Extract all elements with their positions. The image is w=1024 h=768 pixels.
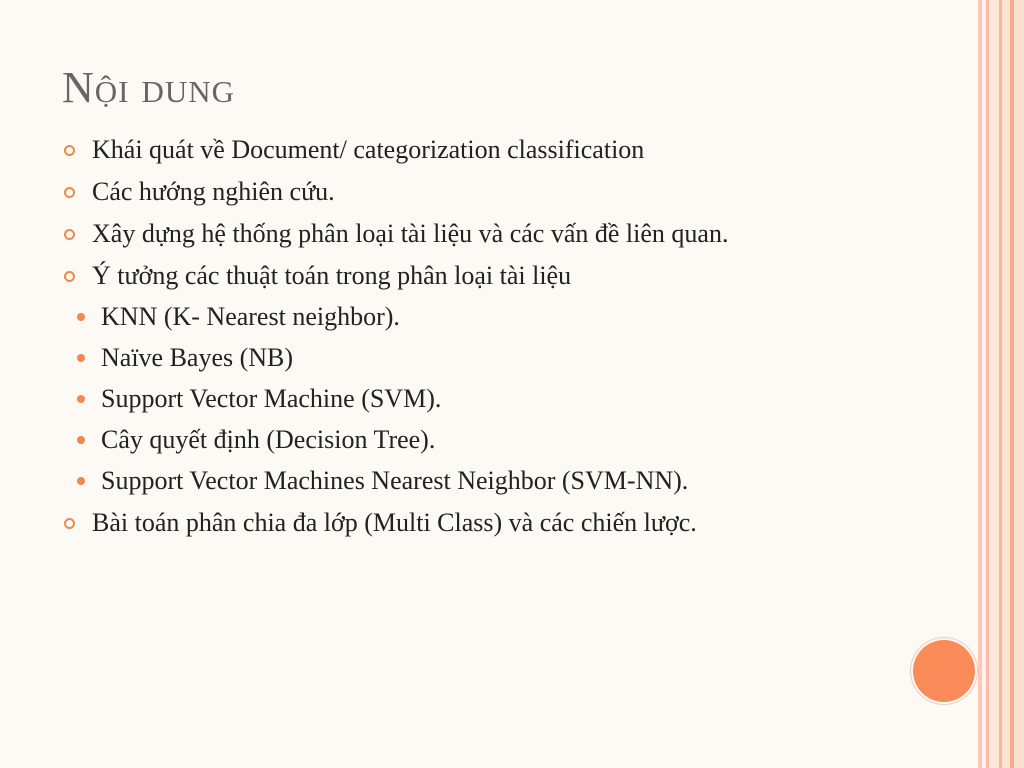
bullet-text: Xây dựng hệ thống phân loại tài liệu và các vấn đề liên quan. bbox=[92, 219, 729, 248]
sub-bullet-text: KNN (K- Nearest neighbor). bbox=[101, 302, 400, 331]
sub-bullet-item bbox=[60, 300, 868, 333]
bullet-dot-icon bbox=[77, 354, 85, 362]
sub-bullet-text: Support Vector Machines Nearest Neighbor (SVM-NN). bbox=[101, 466, 689, 495]
stripe bbox=[989, 0, 999, 768]
bullet-text: Ý tưởng các thuật toán trong phân loại tài liệu bbox=[92, 261, 572, 290]
slide-title: Nội dung bbox=[62, 63, 236, 112]
bullet-item bbox=[60, 259, 900, 497]
bullet-item bbox=[60, 175, 900, 208]
bullet-text: Các hướng nghiên cứu. bbox=[92, 177, 335, 206]
bullet-dot-icon bbox=[77, 436, 85, 444]
sub-bullet-item bbox=[60, 464, 868, 497]
sub-bullet-item bbox=[60, 341, 868, 374]
decorative-circle-icon bbox=[913, 640, 975, 702]
bullet-text: Khái quát về Document/ categorization classification bbox=[92, 135, 645, 164]
bullet-dot-icon bbox=[77, 477, 85, 485]
bullet-item bbox=[60, 506, 900, 539]
stripe bbox=[1014, 0, 1024, 768]
bullet-ring-icon bbox=[64, 271, 75, 282]
bullet-item bbox=[60, 133, 900, 166]
sub-bullet-item bbox=[60, 382, 868, 415]
sub-bullet-item bbox=[60, 423, 868, 456]
decorative-stripes bbox=[978, 0, 1024, 768]
bullet-dot-icon bbox=[77, 313, 85, 321]
sub-bullet-text: Naïve Bayes (NB) bbox=[101, 343, 294, 372]
bullet-list bbox=[60, 133, 900, 548]
bullet-ring-icon bbox=[64, 518, 75, 529]
sub-bullet-text: Support Vector Machine (SVM). bbox=[101, 384, 442, 413]
bullet-text: Bài toán phân chia đa lớp (Multi Class) và các chiến lược. bbox=[92, 508, 697, 537]
bullet-ring-icon bbox=[64, 229, 75, 240]
stripe bbox=[1002, 0, 1010, 768]
bullet-ring-icon bbox=[64, 145, 75, 156]
sub-bullet-list bbox=[92, 300, 900, 497]
bullet-item bbox=[60, 217, 900, 250]
bullet-ring-icon bbox=[64, 187, 75, 198]
sub-bullet-text: Cây quyết định (Decision Tree). bbox=[101, 425, 436, 454]
bullet-dot-icon bbox=[77, 395, 85, 403]
